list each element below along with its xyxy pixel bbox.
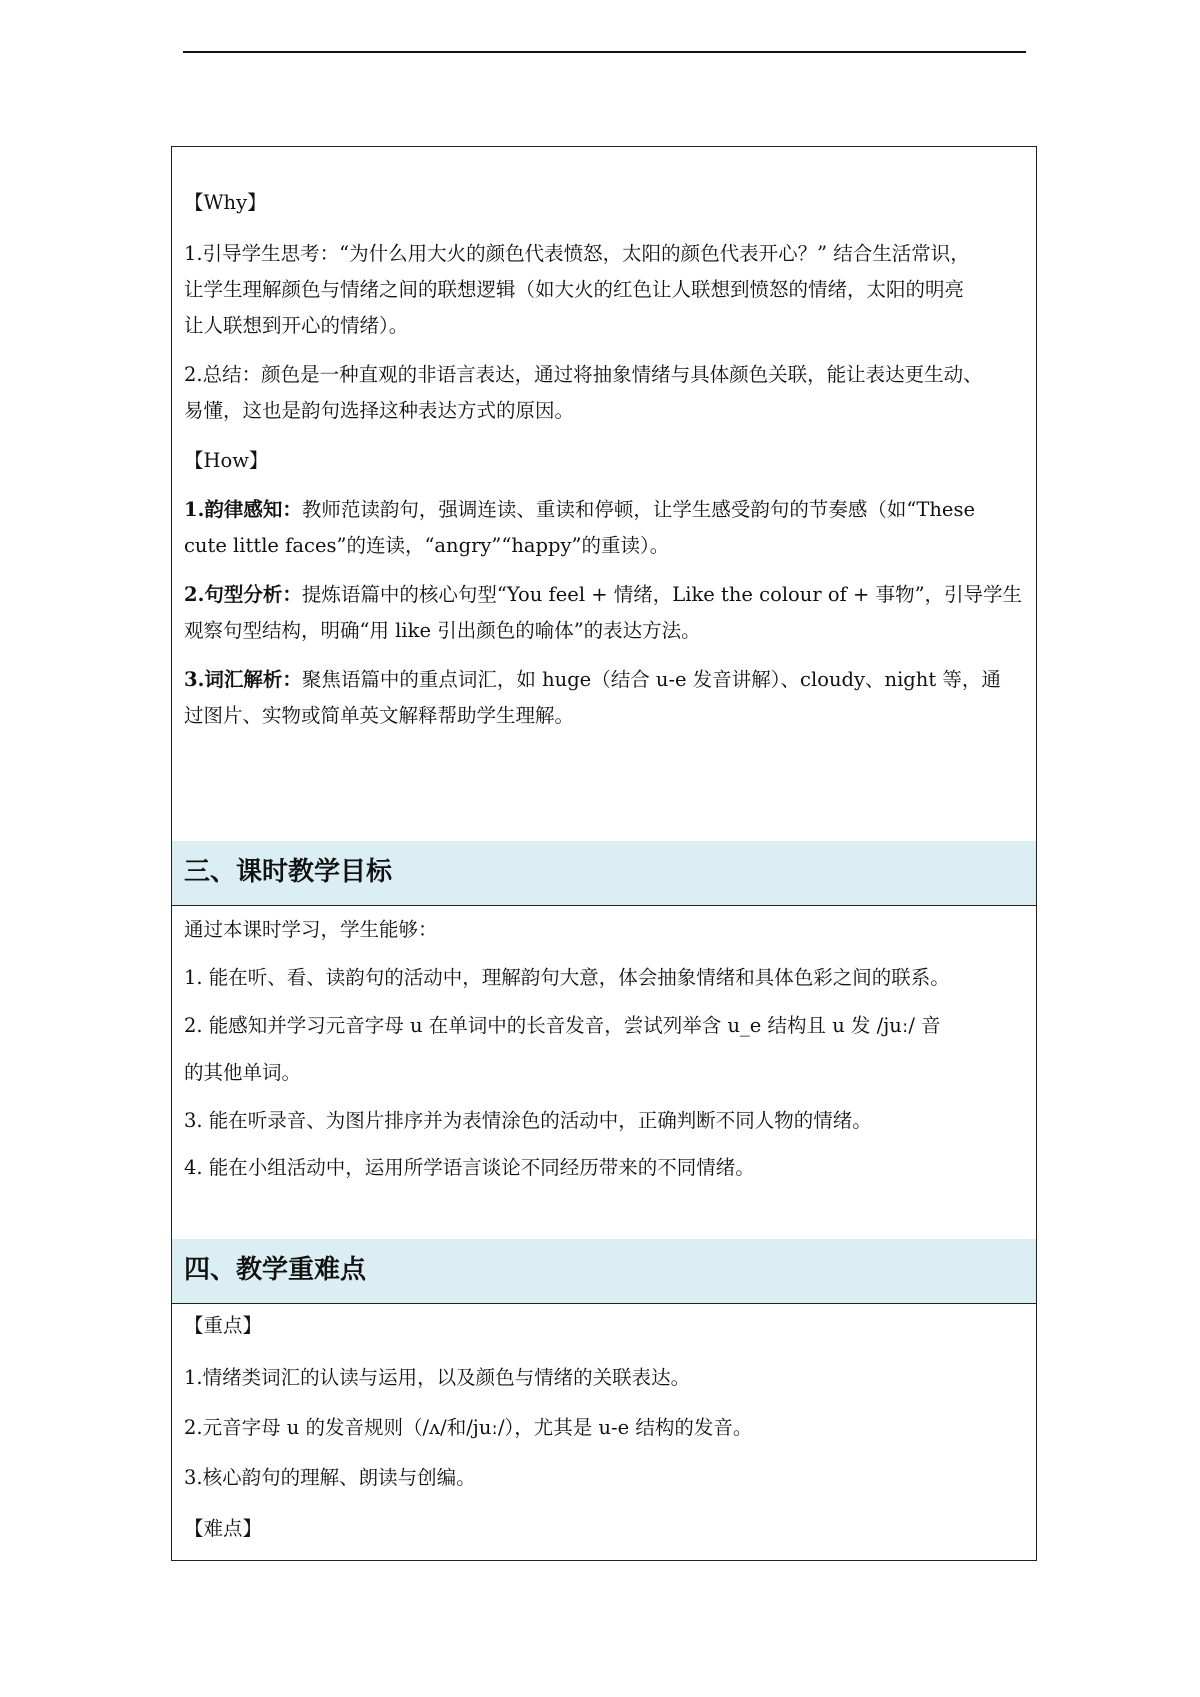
how-item-2-line2: 观察句型结构，明确“用 like 引出颜色的喻体”的表达方法。 bbox=[184, 619, 701, 642]
why-p1-line3: 让人联想到开心的情绪）。 bbox=[184, 314, 409, 337]
how-item-3-line2: 过图片、实物或简单英文解释帮助学生理解。 bbox=[184, 704, 575, 727]
why-how-cell bbox=[172, 147, 1036, 842]
how-item-1-line2: cute little faces”的连读，“angry”“happy”的重读）。 bbox=[184, 534, 670, 557]
section-3-body bbox=[172, 905, 1036, 1240]
section-3-header bbox=[172, 841, 1036, 906]
how-item-3-line1: 3.词汇解析：聚焦语篇中的重点词汇，如 huge（结合 u-e 发音讲解）、cloudy、night 等，通 bbox=[184, 668, 1001, 691]
goal-2-line1: 2. 能感知并学习元音字母 u 在单词中的长音发音，尝试列举含 u_e 结构且 u 发 /juː/ 音 bbox=[184, 1014, 941, 1037]
section-4-body bbox=[172, 1303, 1036, 1560]
difficulty-heading: 【难点】 bbox=[184, 1517, 263, 1540]
section-4-header bbox=[172, 1239, 1036, 1304]
how-heading: 【How】 bbox=[184, 449, 269, 472]
goal-1: 1. 能在听、看、读韵句的活动中，理解韵句大意，体会抽象情绪和具体色彩之间的联系。 bbox=[184, 966, 950, 989]
why-p2-line2: 易懂，这也是韵句选择这种表达方式的原因。 bbox=[184, 399, 575, 422]
why-p2-line1: 2.总结：颜色是一种直观的非语言表达，通过将抽象情绪与具体颜色关联，能让表达更生动、 bbox=[184, 363, 983, 386]
header-rule bbox=[183, 51, 1026, 53]
goal-3: 3. 能在听录音、为图片排序并为表情涂色的活动中，正确判断不同人物的情绪。 bbox=[184, 1109, 872, 1132]
section-4-title: 四、教学重难点 bbox=[184, 1255, 367, 1285]
how-item-3-label: 3.词汇解析 bbox=[184, 668, 283, 691]
why-p1-line1: 1.引导学生思考：“为什么用大火的颜色代表愤怒，太阳的颜色代表开心？” 结合生活常识， bbox=[184, 242, 970, 265]
key-point-3: 3.核心韵句的理解、朗读与创编。 bbox=[184, 1466, 476, 1489]
why-heading: 【Why】 bbox=[184, 191, 267, 214]
key-points-heading: 【重点】 bbox=[184, 1314, 263, 1337]
goal-2-line2: 的其他单词。 bbox=[184, 1061, 302, 1084]
lesson-plan-table bbox=[171, 146, 1037, 1561]
how-item-1-label: 1.韵律感知 bbox=[184, 498, 283, 521]
key-point-1: 1.情绪类词汇的认读与运用，以及颜色与情绪的关联表达。 bbox=[184, 1366, 691, 1389]
key-point-2: 2.元音字母 u 的发音规则（/ʌ/和/juː/），尤其是 u-e 结构的发音。 bbox=[184, 1416, 753, 1439]
goal-4: 4. 能在小组活动中，运用所学语言谈论不同经历带来的不同情绪。 bbox=[184, 1156, 755, 1179]
how-item-2-label: 2.句型分析 bbox=[184, 583, 283, 606]
goals-intro: 通过本课时学习，学生能够： bbox=[184, 918, 438, 941]
section-3-title: 三、课时教学目标 bbox=[184, 857, 393, 887]
why-p1-line2: 让学生理解颜色与情绪之间的联想逻辑（如大火的红色让人联想到愤怒的情绪，太阳的明亮 bbox=[184, 278, 965, 301]
how-item-2-line1: 2.句型分析：提炼语篇中的核心句型“You feel + 情绪，Like the colour of + 事物”，引导学生 bbox=[184, 583, 1023, 606]
how-item-1-line1: 1.韵律感知：教师范读韵句，强调连读、重读和停顿，让学生感受韵句的节奏感（如“These bbox=[184, 498, 975, 521]
